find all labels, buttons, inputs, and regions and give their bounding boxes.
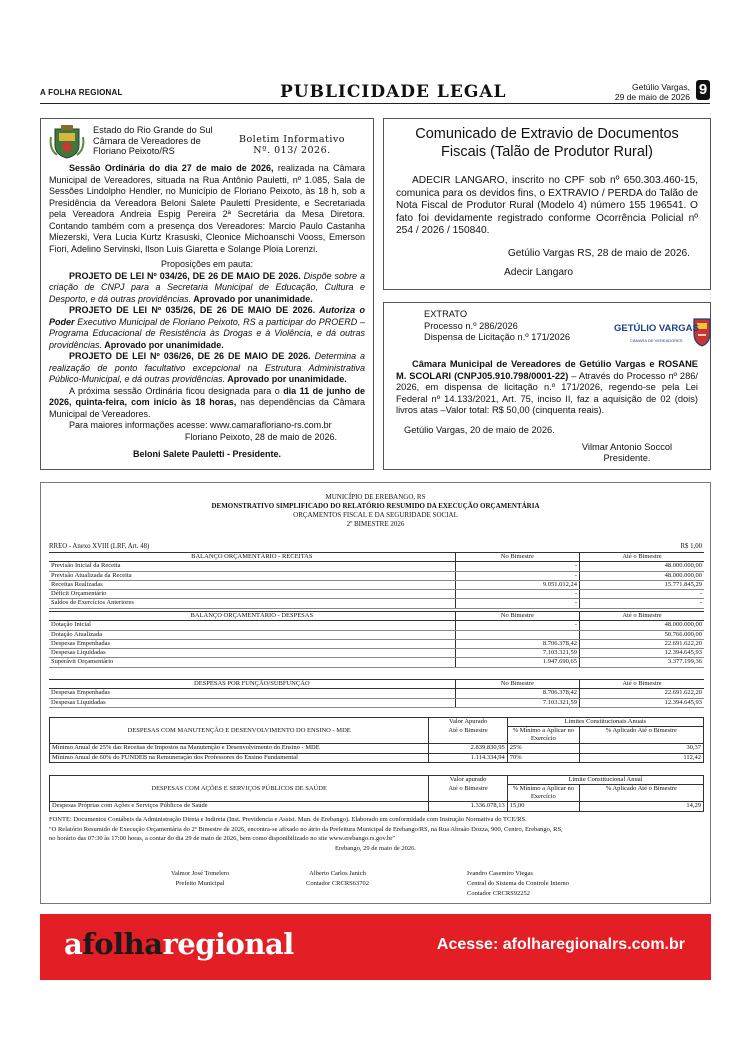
table-cell: 14,29 — [579, 802, 703, 811]
table-cell: - — [455, 621, 579, 630]
table-cell: Previsão Atualizada da Receita — [49, 571, 455, 580]
signature-name: Vilmar Antonio Soccol — [581, 442, 673, 452]
signature-name: Alberto Carlos Janich — [309, 870, 366, 877]
table-row — [49, 599, 704, 608]
table-cell: 12.394.645,93 — [580, 698, 704, 707]
pl-desc: Determina a realização de ponto facultativo excepcional na Estrutura Administrativa Público-Municipal, e dá outras providências. — [49, 351, 365, 384]
table-row — [49, 571, 704, 580]
table-cell: Saldos de Exercícios Anteriores — [49, 599, 455, 608]
receitas-table — [49, 552, 704, 609]
table-cell: 22.691.622,20 — [580, 639, 704, 648]
table-row — [49, 590, 704, 599]
table-cell: Receitas Realizadas — [49, 580, 455, 589]
table-row — [50, 753, 704, 762]
report-source: FONTE: Documentos Contábeis da Administração Direta e Indireta (Inst. Previdencia e Assist. Mun. de Erebango). Elaborado em conformidade com Instrução Normativa do TCE/RS. — [49, 816, 527, 823]
org-line: Câmara de Vereadores de — [93, 135, 201, 146]
comunicado-body: ADECIR LANGARO, inscrito no CPF sob nº 650.303.460-15, comunica para os devidos fins, o EXTRAVIO / PERDA do Talão de Nota Fiscal de Produtor Rural (Modelo 4) número 155 196541. O fato foi devidamente registrado conforme Ocorrência Policial nº 254 / 2026 / 150840. — [396, 175, 698, 236]
table-cell: 70% — [507, 753, 579, 762]
page-number: 9 — [696, 80, 710, 100]
table-cell: 25% — [507, 744, 579, 753]
table-cell: 48.000.000,00 — [580, 571, 704, 580]
table-cell: Déficit Orçamentário — [49, 590, 455, 599]
signature-role: Central do Sistema de Controle Interno — [467, 880, 569, 887]
pl-result: Aprovado por unanimidade. — [102, 339, 224, 350]
next-text: nas dependências da Câmara Municipal de Vereadores. — [49, 397, 365, 419]
extrato-processo: Processo n.º 286/2026 — [424, 320, 518, 331]
org-line: Estado do Rio Grande do Sul — [93, 125, 213, 135]
table-cell: 15.771.845,29 — [580, 580, 704, 589]
table-cell: 112,42 — [579, 753, 703, 762]
pl-result: Aprovado por unanimidade. — [191, 293, 313, 304]
table-cell: Despesas Liquidadas — [49, 649, 455, 658]
table-header — [49, 612, 704, 621]
mde-minimo: % Mínimo a Aplicar no Exercício — [507, 727, 579, 744]
extrato-body — [396, 359, 698, 417]
table-cell: 8.706.378,42 — [455, 639, 579, 648]
report-note: no horário das 07:30 às 17:00 horas, a contar do dia 29 de maio de 2026, bem como disponibilizado no site www.erebango.rs.gov.br" — [49, 835, 396, 842]
report-header — [41, 493, 710, 529]
signature-contador — [306, 869, 369, 889]
next-text: A próxima sessão Ordinária ficou designada para o — [69, 385, 284, 396]
org-line: Floriano Peixoto/RS — [93, 146, 175, 156]
column-header: Até o Bimestre — [580, 553, 704, 562]
pl-result: Aprovado por unanimidade. — [225, 374, 347, 384]
edition-city: Getúlio Vargas, — [632, 82, 690, 92]
extrato-text: – Através do Processo nº 286/ 2026, em dispensa de licitação n.º 171/2026, regendo-se pela Lei Federal nº 14.133/2021, Art. 75, inciso II, faz a aquisição de 02 (dois) livros atas –Valor total: R$ 50,00 (cinquenta reais). — [396, 370, 698, 415]
table-cell: 1.947.690,65 — [455, 658, 579, 667]
table-row — [49, 630, 704, 639]
table-row — [49, 621, 704, 630]
saude-minimo: % Mínimo a Aplicar no Exercício — [507, 785, 579, 802]
table-cell: 12.394.645,93 — [580, 649, 704, 658]
signature-name: Ivandro Casemiro Viegas — [467, 870, 533, 877]
table-cell: 30,37 — [579, 744, 703, 753]
logo-text: GETÚLIO VARGAS — [614, 323, 699, 334]
table-cell: 22.691.622,20 — [580, 689, 704, 698]
pl-desc: Dispõe sobre a criação de CNPJ para a Secretaria Municipal de Educação, Cultura e Desporto, e dá outras providências. — [49, 270, 365, 304]
session-date: Sessão Ordinária do dia 27 de maio de 2026, — [69, 163, 274, 173]
page-header — [40, 80, 710, 104]
table-cell: Despesas Empenhadas — [49, 689, 455, 698]
extrato-parties: Câmara Municipal de Vereadores de Getúlio Vargas e ROSANE M. SCOLARI (CNPJ05.910.798/0001-22) — [396, 359, 698, 381]
logo-subtext: CÂMARA DE VEREADORES — [630, 338, 683, 343]
column-header: BALANÇO ORÇAMENTÁRIO - DESPESAS — [49, 612, 455, 621]
signature-role: Presidente. — [603, 453, 651, 463]
table-cell: 48.000.000,00 — [580, 562, 704, 571]
title-line: Comunicado de Extravio de Documentos — [415, 126, 679, 142]
pl-title: PROJETO DE LEI Nº 034/26, DE 26 DE MAIO DE 2026. — [69, 270, 301, 281]
session-text: realizada na Câmara Municipal de Vereadores, situada na Rua Antônio Pauletti, nº 1.085, Sala de Sessões Lindolpho Hendler, no Município de Floriano Peixoto, às 18 h, sob a Presidência da Vereadora Beloni Salete Pauletti Presidente, e Secretariada pela Vereadora Andreia Espig Pereira 2ª Secretária da Mesa Diretora. Contando também com a presença dos Vereadores: Marcio Paulo Castanha Miezerski, Vera Lucia Kurtz Krasuski, Cleonice Michoanschi Vooss, Emerson Fiori, Adelino Servinski, Ilson Luis Giaretta e Solange Ploia Lorenzi. — [49, 163, 365, 254]
table-row — [49, 698, 704, 707]
signature — [49, 449, 365, 461]
table-cell: - — [455, 562, 579, 571]
table-cell: Previsão Inicial da Receita — [49, 562, 455, 571]
boletim-camara-floriano — [40, 118, 374, 470]
signature-name: Beloni Salete Pauletti - Presidente. — [132, 449, 282, 459]
boletim-label: Boletim Informativo — [238, 134, 345, 145]
logo-part: folha — [82, 927, 163, 961]
table-row — [49, 562, 704, 571]
signature-role: Contador CRCRS92252 — [467, 890, 531, 897]
table-cell: Despesas Empenhadas — [49, 639, 455, 648]
table-cell — [455, 630, 579, 639]
table-cell: Dotação Inicial — [49, 621, 455, 630]
table-cell: 50.766.000,00 — [580, 630, 704, 639]
info-link[interactable]: Para maiores informações acesse: www.camarafloriano-rs.com.br — [69, 420, 332, 430]
mde-limites: Limites Constitucionais Anuais — [507, 718, 703, 727]
extrato-header — [396, 309, 698, 353]
logo-part: regional — [162, 927, 294, 961]
table-row — [49, 649, 704, 658]
table-cell: Despesas Liquidadas — [49, 698, 455, 707]
table-cell: 1.114.334,94 — [429, 753, 507, 762]
table-cell: Despesas Próprias com Ações e Serviços Públicos de Saúde — [50, 802, 429, 811]
camara-gv-logo — [614, 315, 714, 347]
next-date: dia 11 de junho de 2026, quinta-feira, com início às 18 horas, — [49, 385, 365, 407]
logo-part: a — [64, 927, 83, 961]
org-name — [93, 125, 213, 157]
signature-role: Prefeito Municipal — [175, 880, 225, 887]
projeto-lei-035 — [49, 305, 365, 351]
annex-label: RREO - Anexo XVIII (LRF, Art. 48) — [49, 543, 150, 550]
table-cell: - — [455, 571, 579, 580]
mde-title: DESPESAS COM MANUTENÇÃO E DESENVOLVIMENTO DO ENSINO - MDE — [50, 718, 429, 744]
table-cell: 3.377.199,36 — [580, 658, 704, 667]
column-header: BALANÇO ORÇAMENTÁRIO - RECEITAS — [49, 553, 455, 562]
table-cell: Mínimo Anual de 25% das Receitas de Impostos na Manutenção e Desenvolvimento do Ensino - MDE — [50, 744, 429, 753]
next-session — [49, 386, 365, 421]
signature-name: Valmor José Tomelero — [171, 870, 230, 877]
table-cell: Superávit Orçamentário — [49, 658, 455, 667]
pl-desc: Autoriza o — [315, 305, 365, 315]
rreo-erebango — [40, 482, 711, 904]
column-header: Até o Bimestre — [580, 612, 704, 621]
column-header: DESPESAS POR FUNÇÃO/SUBFUNÇÃO — [49, 680, 455, 689]
table-cell: 7.103.321,59 — [455, 649, 579, 658]
newspaper-name: A FOLHA REGIONAL — [40, 88, 123, 97]
extrato-date: Getúlio Vargas, 20 de maio de 2026. — [404, 424, 555, 435]
saude-valor2: Até o Bimestre — [429, 785, 507, 802]
saude-table — [49, 775, 704, 812]
saude-limite: Limite Constitucional Anual — [507, 776, 703, 785]
table-cell: 48.000.000,00 — [580, 621, 704, 630]
comunicado-signature: Adecir Langaro — [504, 266, 574, 278]
report-subtitle: ORÇAMENTOS FISCAL E DA SEGURIDADE SOCIAL — [293, 511, 458, 519]
place-date: Floriano Peixoto, 28 de maio de 2026. — [184, 431, 337, 442]
report-note: "O Relatório Resumido de Execução Orçamentária do 2º Bimestre de 2026, encontra-se afixado no átrio da Prefeitura Municipal de Erebango/RS, na Rua Abraão Dozza, 900, Centro, Erebango, RS, — [49, 825, 563, 833]
signature-controle — [467, 869, 569, 899]
table-cell: Mínimo Anual de 60% do FUNDEB na Remuneração dos Professores do Ensino Fundamental — [50, 753, 429, 762]
edition-day: 29 de maio de 2026 — [614, 92, 690, 102]
title-line: Fiscais (Talão de Produtor Rural) — [441, 144, 653, 160]
table-row — [49, 658, 704, 667]
saude-title: DESPESAS COM AÇÕES E SERVIÇOS PÚBLICOS DE SAÚDE — [50, 776, 429, 802]
table-cell: - — [455, 590, 579, 599]
pauta-heading: Proposições em pauta: — [160, 259, 254, 269]
website-link[interactable]: Acesse: afolharegionalrs.com.br — [436, 936, 685, 953]
despesas-table — [49, 611, 704, 668]
table-row — [50, 802, 704, 811]
table-header — [49, 680, 704, 689]
signature-prefeito — [171, 869, 229, 889]
table-cell: 7.103.321,59 — [455, 698, 579, 707]
folha-regional-logo — [64, 927, 294, 961]
boletim-number — [239, 134, 345, 156]
table-cell: - — [580, 599, 704, 608]
comunicado-title — [396, 125, 698, 161]
pl-title: PROJETO DE LEI Nº 036/26, DE 26 DE MAIO DE 2026. — [69, 351, 311, 361]
table-cell: 2.839.830,95 — [429, 744, 507, 753]
comunicado-date: Getúlio Vargas RS, 28 de maio de 2026. — [507, 247, 690, 259]
column-header: No Bimestre — [455, 553, 579, 562]
table-row — [49, 689, 704, 698]
boletim-id: Nº. 013/ 2026. — [253, 145, 331, 156]
pl-desc: Poder — [49, 316, 75, 327]
table-row — [49, 580, 704, 589]
column-header: No Bimestre — [455, 612, 579, 621]
column-header: Até o Bimestre — [580, 680, 704, 689]
report-notes — [49, 815, 702, 853]
table-cell: Dotação Atualizada — [49, 630, 455, 639]
table-row — [50, 744, 704, 753]
saude-valor: Valor apurado — [429, 776, 507, 785]
funcao-table — [49, 679, 704, 708]
mde-valor: Valor Apurado — [429, 718, 507, 727]
report-title: DEMONSTRATIVO SIMPLIFICADO DO RELATÓRIO RESUMIDO DA EXECUÇÃO ORÇAMENTÁRIA — [211, 502, 540, 510]
municipal-crest-icon — [49, 125, 85, 159]
mde-table — [49, 717, 704, 763]
column-header: No Bimestre — [455, 680, 579, 689]
report-place-date: Erebango, 29 de maio de 2026. — [334, 844, 417, 852]
table-cell: - — [580, 590, 704, 599]
table-cell: 15,00 — [507, 802, 579, 811]
table-cell: 1.336.078,13 — [429, 802, 507, 811]
table-row — [49, 639, 704, 648]
mde-valor2: Até o Bimestre — [429, 727, 507, 744]
section-title: PUBLICIDADE LEGAL — [280, 82, 507, 102]
projeto-lei-034 — [49, 271, 365, 306]
report-municipality: MUNICÍPIO DE EREBANGO, RS — [325, 493, 426, 501]
table-header — [49, 553, 704, 562]
pl-desc: Executivo Municipal de Floriano Peixoto, RS a participar do PROERD – Programa Educacional de Resistência às Drogas e à Violência, e dá outras providências. — [49, 316, 365, 350]
extrato-title: EXTRATO — [424, 309, 468, 319]
table-cell: 8.706.378,42 — [455, 689, 579, 698]
extrato-signature — [396, 442, 698, 464]
table-cell: - — [455, 599, 579, 608]
edition-date — [615, 82, 690, 102]
session-paragraph — [49, 163, 365, 255]
extrato-dispensa: Dispensa de Licitação n.º 171/2026 — [424, 332, 571, 342]
mde-aplicado: % Aplicado Até o Bimestre — [579, 727, 703, 744]
saude-aplicado: % Aplicado Até o Bimestre — [579, 785, 703, 802]
projeto-lei-036 — [49, 351, 365, 386]
signature-role: Contador CRCRS63702 — [306, 880, 370, 887]
currency-unit: R$ 1,00 — [680, 543, 702, 550]
pl-title: PROJETO DE LEI Nº 035/26, DE 26 DE MAIO DE 2026. — [69, 305, 316, 315]
comunicado-extravio — [383, 118, 711, 290]
footer-banner — [40, 914, 711, 980]
report-period: 2º BIMESTRE 2026 — [346, 520, 405, 528]
table-cell: 9.051.012,24 — [455, 580, 579, 589]
extrato-camara-gv — [383, 302, 711, 470]
